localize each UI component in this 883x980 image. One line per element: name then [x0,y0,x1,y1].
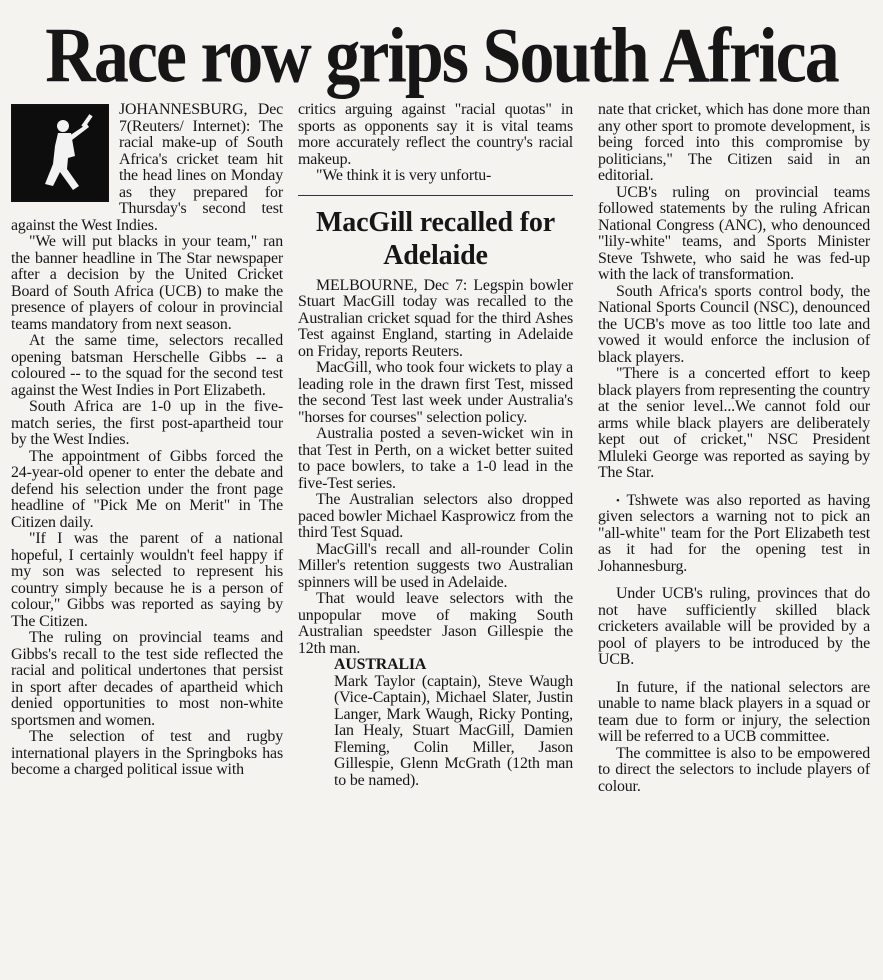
paragraph: "There is a concerted effort to keep black players from representing the country at the senior level...We cannot fold our arms while black players are deliberately kept out of cricket," NSC President Mluleki George was reported as saying by The Star. [598,365,870,481]
paragraph: UCB's ruling on provincial teams followed statements by the ruling African National Congress (ANC), who denounced "lily-white" teams, and Sports Minister Steve Tshwete, who said he was fed-up with the lack of transformation. [598,183,870,283]
paragraph: MacGill's recall and all-rounder Colin Miller's retention suggests two Australian spinners will be used in Adelaide. [298,540,573,591]
paragraph: Under UCB's ruling, provinces that do not have sufficiently skilled black cricketers available will be provided by a pool of players to be introduced by the UCB. [598,585,870,669]
paragraph: At the same time, selectors recalled opening batsman Herschelle Gibbs -- a coloured -- to the squad for the second test against the West Indies in Port Elizabeth. [11,332,283,399]
paragraph: critics arguing against "racial quotas" in sports as opponents say it is vital teams more accurately reflect the country's racial makeup. [298,101,573,168]
paragraph: MELBOURNE, Dec 7: Legspin bowler Stuart MacGill today was recalled to the Australian cricket squad for the third Ashes Test against England, starting in Adelaide on Friday, reports Reuters. [298,276,573,360]
paragraph: The selection of test and rugby international players in the Springboks has become a charged political issue with [11,728,283,778]
squad-list: Mark Taylor (captain), Steve Waugh (Vice-Captain), Michael Slater, Justin Langer, Mark Waugh, Ricky Ponting, Ian Healy, Stuart MacGill, Damien Fleming, Colin Miller, Jason Gillespie, Glenn McGrath (12th man to be named). [334,672,573,789]
paragraph: nate that cricket, which has done more than any other sport to promote development, is being forced into this compromise by politicians," The Citizen said in an editorial. [598,101,870,184]
paragraph: The Australian selectors also dropped paced bowler Michael Kasprowicz from the third Test Squad. [298,491,573,541]
paragraph: The appointment of Gibbs forced the 24-year-old opener to enter the debate and defend his selection under the front page headline of "Pick Me on Merit" in The Citizen daily. [11,447,283,531]
paragraph: Australia posted a seven-wicket win in that Test in Perth, on a wicket better suited to pace bowlers, to take a 1-0 lead in the five-Test series. [298,425,573,492]
article-column-3 [598,102,870,795]
paragraph: "We will put blacks in your team," ran the banner headline in The Star newspaper after a decision by the United Cricket Board of South Africa (UCB) to make the presence of players of colour in provincial teams mandatory from next season. [11,233,283,333]
paragraph: The committee is also to be empowered to direct the selectors to include players of colour. [598,744,870,795]
paragraph: That would leave selectors with the unpopular move of making South Australian speedster Jason Gillespie the 12th man. [298,590,573,657]
paragraph: South Africa are 1-0 up in the five-match series, the first post-apartheid tour by the West Indies. [11,398,283,448]
paragraph: JOHANNESBURG, Dec 7(Reuters/ Internet): The racial make-up of South Africa's cricket team hit the head lines on Monday as they prepared for Thursday's second test against the West Indies. [11,101,283,234]
paragraph [598,493,870,576]
paragraph: In future, if the national selectors are unable to name black players in a squad or team due to form or injury, the selection will be referred to a UCB committee. [598,678,870,746]
paragraph: The ruling on provincial teams and Gibbs's recall to the test side reflected the racial and political undertones that persist in sport after decades of apartheid which denied opportunities to most non-white sportsmen and women. [11,629,283,729]
paragraph-text: Tshwete was also reported as having given selectors a warning not to pick an "all-white" team for the Port Elizabeth test as it had for the opening test in Johannesburg. [598,491,870,575]
cricket-batsman-icon [11,104,109,202]
page-headline: Race row grips South Africa [45,13,838,100]
bullet-icon: • [616,494,620,507]
article-column-2 [298,102,573,789]
paragraph: "If I was the parent of a national hopeful, I certainly wouldn't feel happy if my son was selected to represent his country simply because he is a person of colour," Gibbs was reported as saying by The Citizen. [11,530,283,630]
squad-label: AUSTRALIA [334,656,427,673]
article-column-1 [11,102,283,779]
paragraph: MacGill, who took four wickets to play a leading role in the drawn first Test, missed the second Test last week under Australia's "horses for courses" selection policy. [298,359,573,426]
sub-headline: MacGill recalled for Adelaide [298,195,573,272]
paragraph: South Africa's sports control body, the National Sports Council (NSC), denounced the UCB's move as too little too late and vowed it would enforce the inclusion of black players. [598,282,870,366]
paragraph: "We think it is very unfortu- [316,167,492,184]
